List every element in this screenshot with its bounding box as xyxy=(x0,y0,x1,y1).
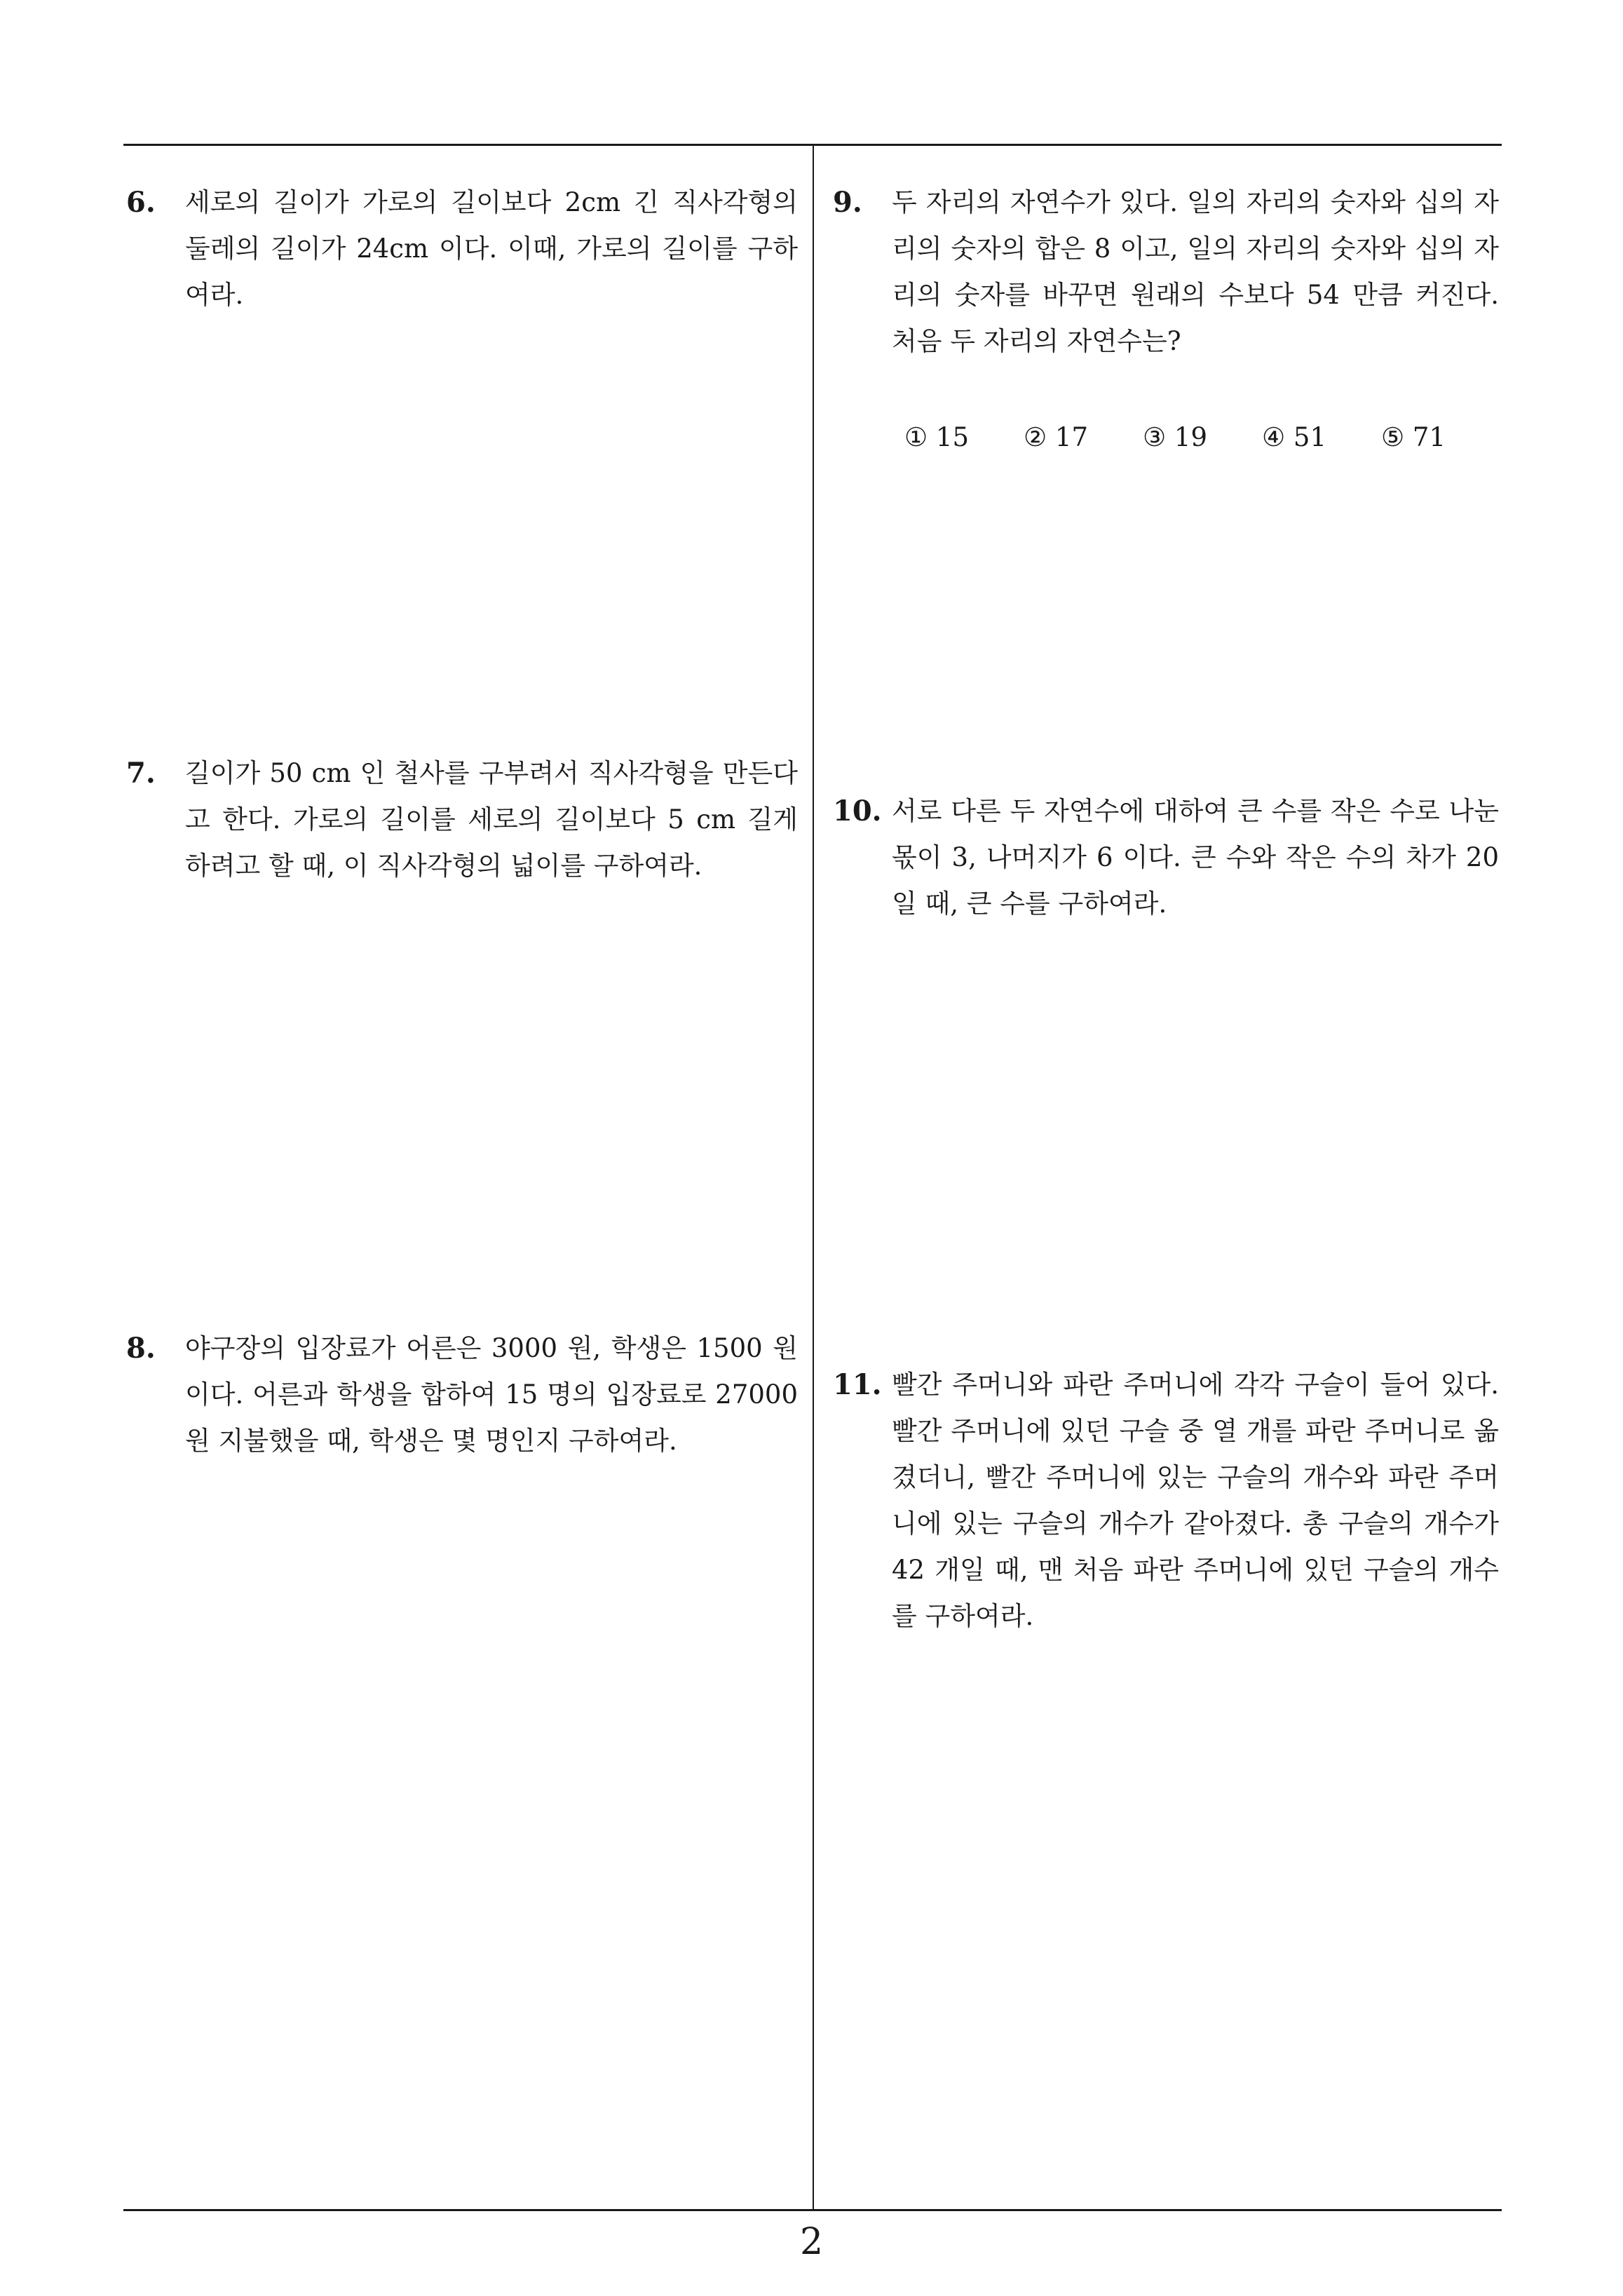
problem-text: 두 자리의 자연수가 있다. 일의 자리의 숫자와 십의 자리의 숫자의 합은 8 이고, 일의 자리의 숫자와 십의 자리의 숫자를 바꾸면 원래의 수보다 54 만큼 커진다. 처음 두 자리의 자연수는? xyxy=(892,187,1499,356)
choice-1[interactable]: ① 15 xyxy=(904,422,970,452)
choice-4[interactable]: ④ 51 xyxy=(1262,422,1327,452)
problem-text: 길이가 50 cm 인 철사를 구부려서 직사각형을 만든다고 한다. 가로의 길이를 세로의 길이보다 5 cm 길게 하려고 할 때, 이 직사각형의 넓이를 구하여라. xyxy=(185,758,798,881)
page-number: 2 xyxy=(799,2221,824,2263)
problem-number: 10. xyxy=(833,795,882,828)
problem-text: 야구장의 입장료가 어른은 3000 원, 학생은 1500 원이다. 어른과 학생을 합하여 15 명의 입장료로 27000 원 지불했을 때, 학생은 몇 명인지 구하여라. xyxy=(185,1333,798,1456)
choice-2[interactable]: ② 17 xyxy=(1024,422,1089,452)
choice-5[interactable]: ⑤ 71 xyxy=(1381,422,1446,452)
problem-text: 서로 다른 두 자연수에 대하여 큰 수를 작은 수로 나눈 몫이 3, 나머지가 6 이다. 큰 수와 작은 수의 차가 20 일 때, 큰 수를 구하여라. xyxy=(892,796,1499,919)
bottom-rule xyxy=(123,2209,1502,2211)
choice-3[interactable]: ③ 19 xyxy=(1143,422,1208,452)
problem-number: 9. xyxy=(833,186,862,219)
problem-number: 11. xyxy=(833,1368,882,1401)
column-divider xyxy=(813,144,814,2210)
problem-number: 6. xyxy=(126,186,156,219)
answer-choices xyxy=(904,417,1500,459)
problem-text: 세로의 길이가 가로의 길이보다 2cm 긴 직사각형의 둘레의 길이가 24cm 이다. 이때, 가로의 길이를 구하여라. xyxy=(185,187,798,310)
problem-number: 7. xyxy=(126,757,156,790)
problem-number: 8. xyxy=(126,1332,156,1365)
problem-text: 빨간 주머니와 파란 주머니에 각각 구슬이 들어 있다. 빨간 주머니에 있던 구슬 중 열 개를 파란 주머니로 옮겼더니, 빨간 주머니에 있는 구슬의 개수와 파란 주머니에 있는 구슬의 개수가 같아졌다. 총 구슬의 개수가 42 개일 때, 맨 처음 파란 주머니에 있던 구슬의 개수를 구하여라. xyxy=(892,1370,1499,1631)
